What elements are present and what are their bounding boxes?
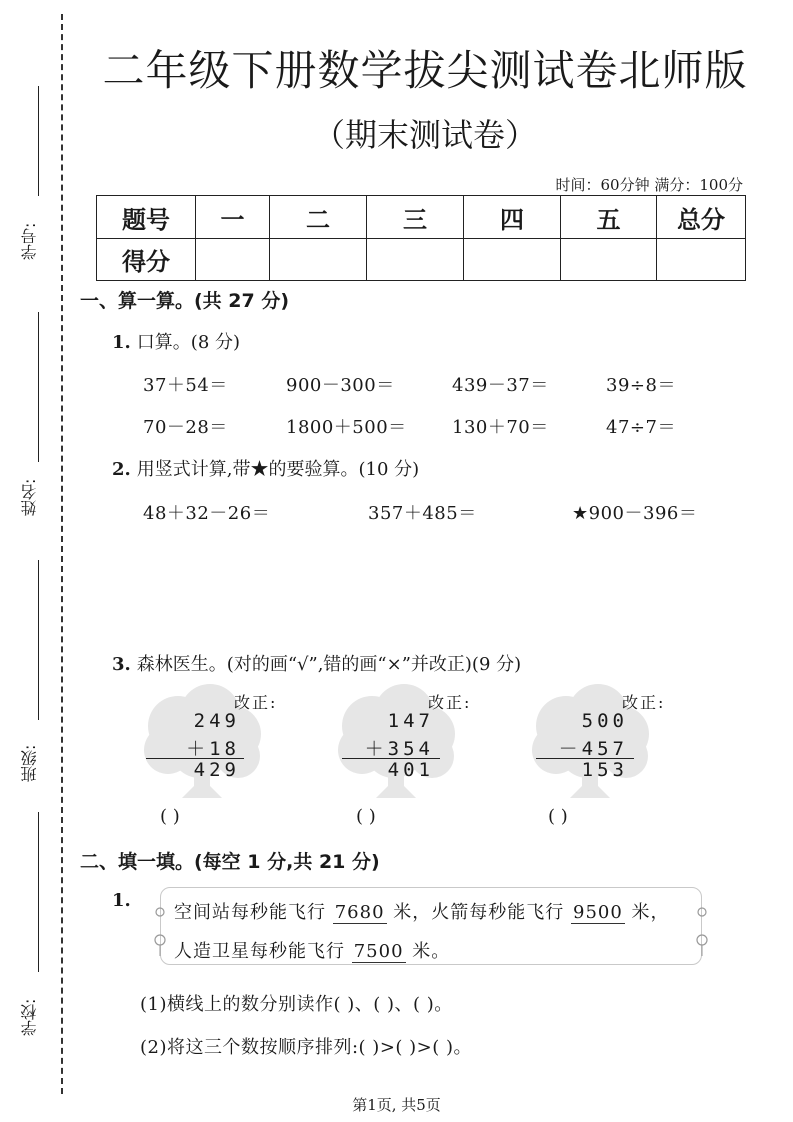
score-header-cell: 三 <box>367 196 464 239</box>
score-input-cell[interactable] <box>367 239 464 281</box>
oral-item: 47÷7＝ <box>606 417 676 438</box>
score-header-cell: 四 <box>464 196 561 239</box>
class-line <box>38 560 39 720</box>
calc-top-number: 500 <box>581 710 628 732</box>
decor-lantern-icon <box>150 900 170 960</box>
info-text: 人造卫星每秒能飞行 <box>174 941 352 962</box>
calc-result: 429 <box>193 759 240 781</box>
score-input-cell[interactable] <box>657 239 746 281</box>
score-row-label: 得分 <box>97 239 196 281</box>
score-table <box>96 195 746 281</box>
info-line-1 <box>174 898 670 924</box>
answer-paren[interactable]: ( ) <box>548 806 568 827</box>
answer-paren[interactable]: ( ) <box>160 806 180 827</box>
class-label: 班级: <box>20 744 39 782</box>
question-1-3 <box>112 650 521 676</box>
calc-bottom-number: －457 <box>558 738 628 760</box>
calc-bottom-number: ＋18 <box>186 738 240 760</box>
vertical-calc-item: ★900－396＝ <box>572 503 698 524</box>
school-line <box>38 812 39 972</box>
fill-sub-question-1[interactable]: (1)横线上的数分别读作( )、( )、( )。 <box>140 994 453 1015</box>
correction-label: 改正: <box>234 693 278 712</box>
oral-item: 130＋70＝ <box>452 417 549 438</box>
exam-meta: 时间：60分钟 满分：100分 <box>555 176 743 194</box>
score-header-cell: 总分 <box>657 196 746 239</box>
question-1-2 <box>112 455 419 481</box>
name-line <box>38 312 39 462</box>
question-2-1 <box>112 890 137 911</box>
binding-dashed-line <box>61 14 63 1094</box>
score-header-cell: 二 <box>270 196 367 239</box>
decor-lantern-icon <box>692 900 712 960</box>
question-text: 用竖式计算,带★的要验算。(10 分) <box>136 459 420 480</box>
underlined-number: 7500 <box>353 941 404 962</box>
page-footer: 第1页, 共5页 <box>352 1096 441 1114</box>
correction-label: 改正: <box>428 693 472 712</box>
student-id-label: 学号: <box>20 222 39 260</box>
oral-item: 900－300＝ <box>286 375 395 396</box>
question-number: 3. <box>112 654 131 675</box>
section-1-title: 一、算一算。(共 27 分) <box>80 290 290 312</box>
oral-item: 37＋54＝ <box>143 375 228 396</box>
fill-sub-question-2[interactable]: (2)将这三个数按顺序排列:( )>( )>( )。 <box>140 1037 473 1058</box>
calc-result: 153 <box>581 759 628 781</box>
question-text: 口算。(8 分) <box>136 332 241 353</box>
calc-top-number: 249 <box>193 710 240 732</box>
question-text: 森林医生。(对的画“√”,错的画“×”并改正)(9 分) <box>136 654 522 675</box>
vertical-calc-item: 48＋32－26＝ <box>143 503 271 524</box>
answer-paren[interactable]: ( ) <box>356 806 376 827</box>
exam-subtitle: （期末测试卷） <box>312 116 537 154</box>
school-label: 学校: <box>20 998 39 1036</box>
question-number: 1. <box>112 890 131 911</box>
score-header-cell: 五 <box>561 196 657 239</box>
oral-item: 1800＋500＝ <box>286 417 407 438</box>
calc-top-number: 147 <box>387 710 434 732</box>
score-input-cell[interactable] <box>270 239 367 281</box>
question-number: 1. <box>112 332 131 353</box>
score-input-cell[interactable] <box>196 239 270 281</box>
name-label: 姓名: <box>20 478 39 516</box>
question-1-1 <box>112 328 240 354</box>
vertical-calc-item: 357＋485＝ <box>368 503 477 524</box>
oral-item: 439－37＝ <box>452 375 549 396</box>
score-input-cell[interactable] <box>464 239 561 281</box>
exam-title: 二年级下册数学拔尖测试卷北师版 <box>102 46 748 95</box>
student-id-line <box>38 86 39 196</box>
info-line-2 <box>174 937 450 963</box>
score-header-cell: 题号 <box>97 196 196 239</box>
section-2-title: 二、填一填。(每空 1 分,共 21 分) <box>80 851 380 873</box>
calc-bottom-number: ＋354 <box>364 738 434 760</box>
info-text: 空间站每秒能飞行 <box>174 902 333 923</box>
info-text: 米。 <box>405 941 451 962</box>
question-number: 2. <box>112 459 131 480</box>
score-input-cell[interactable] <box>561 239 657 281</box>
info-text: 米，火箭每秒能飞行 <box>386 902 571 923</box>
oral-item: 39÷8＝ <box>606 375 676 396</box>
score-header-cell: 一 <box>196 196 270 239</box>
info-text: 米， <box>624 902 670 923</box>
underlined-number: 7680 <box>334 902 385 923</box>
correction-label: 改正: <box>622 693 666 712</box>
underlined-number: 9500 <box>573 902 623 923</box>
calc-result: 401 <box>387 759 434 781</box>
oral-item: 70－28＝ <box>143 417 228 438</box>
